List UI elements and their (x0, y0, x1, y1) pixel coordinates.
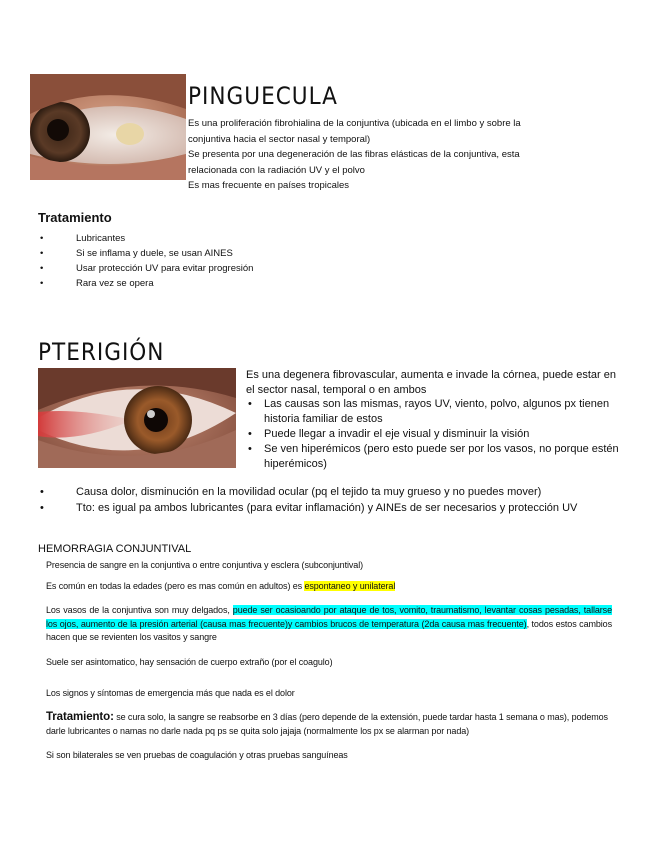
pterigion-eye-image (38, 368, 236, 468)
hemorragia-p3-highlight: puede ser ocasioando por ataque de tos, vomito, traumatismo, levantar cosas pesadas, tallarse los ojos, aumento de la presión arterial (causa mas frecuente)y cambios brucos de temperatura (2da causa mas frecuente) (46, 605, 612, 629)
pinguecula-treatment-list (38, 231, 438, 291)
pinguecula-line: Es mas frecuente en países tropicales (188, 180, 350, 191)
pterigion-side-list (246, 397, 622, 472)
pterigion-side-item: • Se ven hiperémicos (pero esto puede ser por los vasos, no porque estén hiperémicos) (246, 442, 622, 472)
pinguecula-description (188, 116, 618, 194)
hemorragia-p6 (46, 711, 616, 738)
pterigion-bottom-item: • Tto: es igual pa ambos lubricantes (para evitar inflamación) y AINEs de ser necesarios y protección UV (38, 500, 628, 516)
hemorragia-treatment-text: se cura solo, la sangre se reabsorbe en 3 días (pero depende de la extensión, puede tardar hasta 1 semana o mas), podemos darle lubricantes o namas no darle nada pq ps se quita solo jajaja (normalmente los px se alarman por nada) (46, 712, 608, 736)
hemorragia-p1: Presencia de sangre en la conjuntiva o entre conjuntiva y esclera (subconjuntival) (46, 560, 363, 570)
pterigion-side-item: • Puede llegar a invadir el eje visual y disminuir la visión (246, 427, 622, 442)
pinguecula-line: relacionada con la radiación UV y el polvo (188, 164, 365, 176)
treatment-item: • Usar protección UV para evitar progresión (38, 261, 438, 276)
pinguecula-line: conjuntiva hacia el sector nasal y temporal) (188, 133, 371, 145)
pinguecula-line: Se presenta por una degeneración de las fibras elásticas de la conjuntiva, esta (188, 149, 520, 160)
pinguecula-line: Es una proliferación fibrohialina de la conjuntiva (ubicada en el limbo y sobre la (188, 118, 521, 129)
hemorragia-p3 (46, 604, 612, 645)
hemorragia-p2-text: Es común en todas la edades (pero es mas común en adultos) es (46, 581, 305, 591)
treatment-item: • Lubricantes (38, 231, 438, 246)
hemorragia-treatment-label: Tratamiento: (46, 711, 114, 723)
treatment-item: • Si se inflama y duele, se usan AINES (38, 246, 438, 261)
hemorragia-p5: Los signos y síntomas de emergencia más que nada es el dolor (46, 688, 295, 698)
pterigion-title: PTERIGIÓN (38, 338, 165, 366)
hemorragia-p2-highlight: espontaneo y unilateral (304, 581, 396, 591)
pterigion-bottom-item: • Causa dolor, disminución en la movilidad ocular (pq el tejido ta muy grueso y no puedes mover) (38, 484, 628, 500)
pinguecula-treatment-heading: Tratamiento (38, 210, 112, 225)
hemorragia-p7: Si son bilaterales se ven pruebas de coagulación y otras pruebas sanguíneas (46, 750, 348, 760)
pinguecula-title: PINGUECULA (188, 82, 338, 110)
pterigion-side-item: • Las causas son las mismas, rayos UV, viento, polvo, algunos px tienen historia familiar de estos (246, 397, 622, 427)
pterigion-bottom-list (38, 484, 628, 516)
treatment-item: • Rara vez se opera (38, 276, 438, 291)
hemorragia-p2 (46, 580, 616, 594)
hemorragia-p3-text: Los vasos de la conjuntiva son muy delgados, (46, 605, 233, 615)
hemorragia-p3-tail: , todos estos cambios hacen que se revienten los vasitos y sangre (46, 618, 612, 642)
hemorragia-p4: Suele ser asintomatico, hay sensación de cuerpo extraño (por el coagulo) (46, 657, 333, 667)
pterigion-intro: Es una degenera fibrovascular, aumenta e invade la córnea, puede estar en el sector nasal, temporal o en ambos (246, 369, 616, 396)
hemorragia-title: HEMORRAGIA CONJUNTIVAL (38, 543, 192, 555)
pinguecula-eye-image (30, 74, 186, 180)
